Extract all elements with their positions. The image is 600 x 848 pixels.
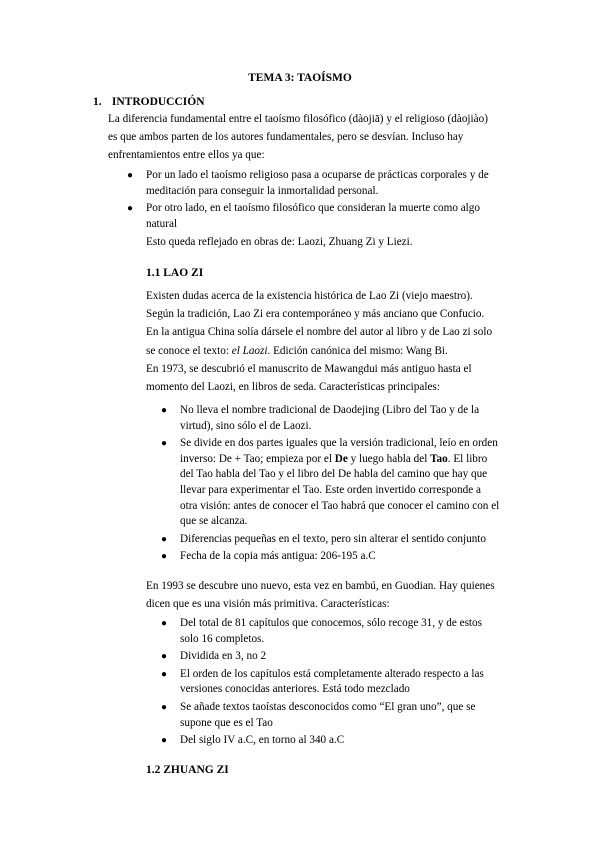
paragraph-line: Según la tradición, Lao Zi era contemporáneo y más anciano que Confucio. (146, 308, 485, 321)
bold-term-tao: Tao (430, 452, 448, 465)
list-item (127, 168, 526, 199)
bullet-icon: ● (161, 651, 168, 663)
list-item-line: llevar para experimentar el Tao. Este orden invertido corresponde a (180, 483, 481, 496)
list-item (161, 549, 532, 565)
paragraph-line: enfrentamientos entre ellos ya que: (108, 149, 265, 162)
list-item-line: Se añade textos taoístas desconocidos como “El gran uno”, que se (180, 700, 476, 713)
paragraph-line: es que ambos parten de los autores fundamentales, pero se desvían. Incluso hay (108, 131, 464, 144)
bold-term-de: De (334, 452, 348, 465)
list-item (161, 649, 532, 665)
section-heading-introduccion (93, 96, 205, 108)
laozi-paragraph (146, 287, 526, 396)
bullet-icon: ● (161, 438, 168, 450)
paragraph-line: En 1973, se descubrió el manuscrito de Mawangdui más antiguo hasta el (146, 362, 472, 375)
list-item-line: que se alcanza. (180, 515, 248, 528)
list-item-line: Del siglo IV a.C, en torno al 340 a.C (180, 734, 345, 747)
guodian-paragraph (146, 577, 526, 613)
list-item-line: versiones conocidas anteriores. Está todo mezclado (180, 683, 410, 696)
list-item-line: Por un lado el taoísmo religioso pasa a ocuparse de prácticas corporales y de (146, 169, 489, 181)
paragraph-line (146, 342, 526, 360)
list-item-line: del Tao habla del Tao y el libro del De habla del camino que hay que (180, 468, 488, 481)
list-item-line: No lleva el nombre tradicional de Daodejing (Libro del Tao y de la (180, 404, 480, 416)
paragraph-line: dicen que es una visión más primitiva. Características: (146, 598, 390, 611)
paragraph-line: La diferencia fundamental entre el taoísmo filosófico (dàojiā) y el religioso (dàojiào) (108, 113, 488, 125)
bullet-icon: ● (161, 618, 168, 629)
list-item-line (180, 452, 532, 468)
list-item-line: natural (146, 217, 178, 230)
text-run: y luego habla del (347, 452, 431, 465)
paragraph-line: En la antigua China solía dársele el nombre del autor al libro y de Lao zi solo (146, 326, 493, 339)
paragraph-line: momento del Laozi, en libros de seda. Características principales: (146, 381, 440, 394)
laozi-bullet-list (161, 403, 532, 567)
list-item-line: Fecha de la copia más antigua: 206-195 a.C (180, 550, 376, 563)
list-item-line: Se divide en dos partes iguales que la versión tradicional, leío en orden (180, 437, 498, 450)
guodian-bullet-list (161, 616, 532, 751)
list-item-line: Dividida en 3, no 2 (180, 650, 267, 663)
list-item (127, 201, 526, 232)
paragraph-line: En 1993 se descubre uno nuevo, esta vez en bambú, en Guodian. Hay quienes (146, 580, 495, 592)
intro-closing-line: Esto queda reflejado en obras de: Laozi, Zhuang Zi y Liezi. (146, 236, 413, 248)
list-item-line: meditación para conseguir la inmortalidad personal. (146, 184, 379, 197)
text-run: . El libro (447, 452, 488, 465)
list-item (161, 700, 532, 731)
list-item (161, 403, 532, 434)
list-item (161, 532, 532, 548)
subsection-heading-lao-zi: 1.1 LAO ZI (146, 267, 204, 279)
bullet-icon: ● (161, 701, 168, 713)
list-item (161, 436, 532, 530)
paragraph-line: Existen dudas acerca de la existencia histórica de Lao Zi (viejo maestro). (146, 290, 473, 302)
section-number: 1. (93, 96, 102, 108)
document-title: TEMA 3: TAOÍSMO (248, 72, 352, 84)
list-item (161, 733, 532, 749)
bullet-icon: ● (127, 170, 134, 181)
list-item-line: virtud), sino sólo el de Laozi. (180, 419, 312, 432)
bullet-icon: ● (161, 735, 168, 747)
list-item (161, 616, 532, 647)
subsection-heading-zhuang-zi: 1.2 ZHUANG ZI (146, 764, 229, 776)
intro-paragraph (108, 110, 528, 165)
italic-title: el Laozi (231, 344, 268, 357)
bullet-icon: ● (161, 551, 168, 563)
list-item-line: Por otro lado, en el taoísmo filosófico que consideran la muerte como algo (146, 202, 480, 215)
list-item-line: El orden de los capítulos está completamente alterado respecto a las (180, 667, 484, 680)
list-item-line: Del total de 81 capítulos que conocemos, sólo recoge 31, y de estos (180, 617, 482, 629)
bullet-icon: ● (161, 668, 168, 680)
section-heading-text: INTRODUCCIÓN (111, 96, 205, 108)
intro-bullet-list (127, 168, 526, 234)
text-run: se conoce el texto: (146, 344, 232, 357)
bullet-icon: ● (127, 203, 134, 215)
bullet-icon: ● (161, 533, 168, 545)
list-item (161, 667, 532, 698)
list-item-line: otra visión: antes de conocer el Tao habrá que conocer el camino con el (180, 499, 500, 512)
bullet-icon: ● (161, 405, 168, 416)
list-item-line: Diferencias pequeñas en el texto, pero sin alterar el sentido conjunto (180, 532, 486, 545)
text-run: . Edición canónica del mismo: Wang Bi. (267, 344, 448, 357)
list-item-line: supone que es el Tao (180, 716, 273, 729)
text-run: inverso: De + Tao; empieza por el (180, 452, 335, 465)
list-item-line: solo 16 completos. (180, 632, 265, 645)
